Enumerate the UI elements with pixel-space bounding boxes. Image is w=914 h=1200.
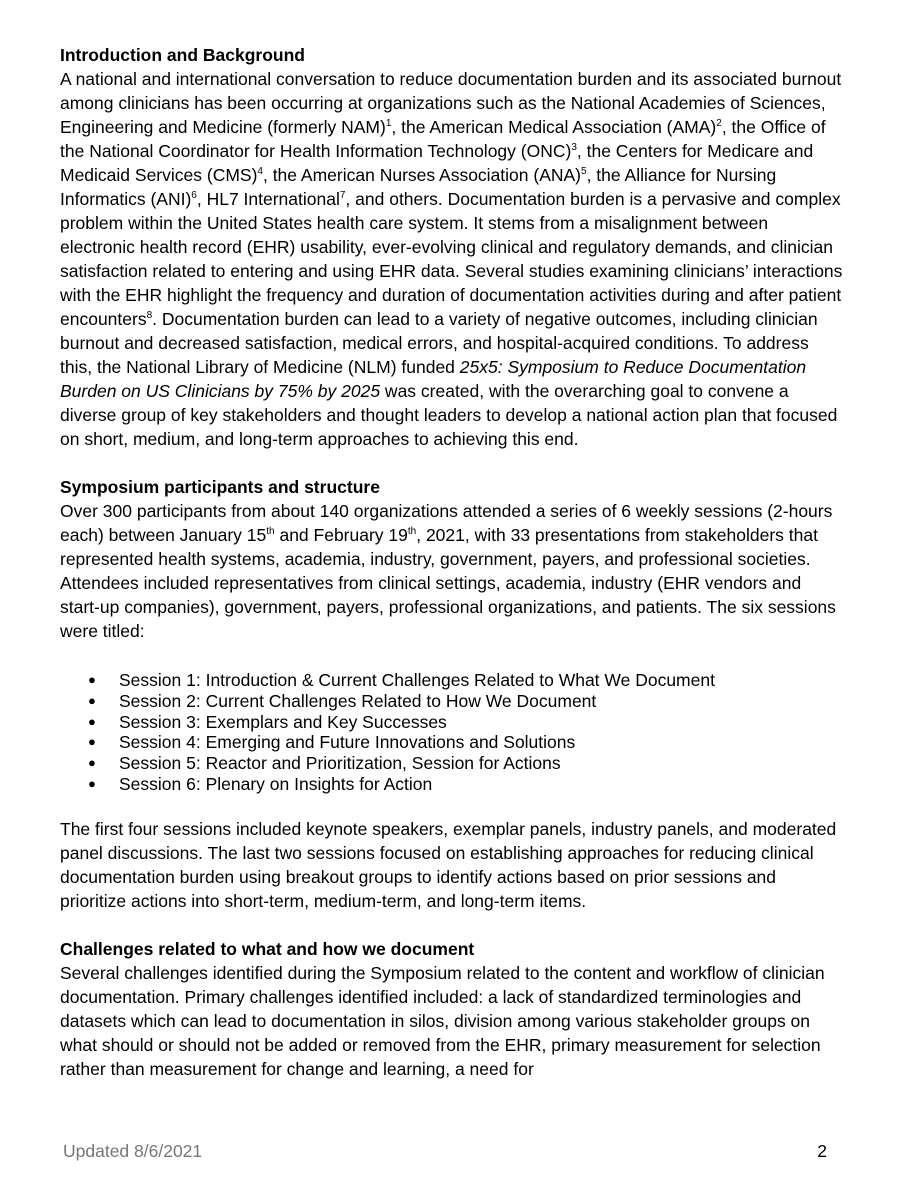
list-item: ● Session 6: Plenary on Insights for Action <box>60 774 845 795</box>
updated-date: Updated 8/6/2021 <box>63 1141 203 1161</box>
page-number: 2 <box>817 1141 827 1161</box>
footnote-ref-4: 4 <box>257 166 263 178</box>
symposium-title: 25x5: Symposium to Reduce Documentation Burden on US Clinicians by 75% by 2025 <box>60 357 807 401</box>
list-item: ● Session 2: Current Challenges Related to How We Document <box>60 691 845 712</box>
footnote-ref-8: 8 <box>146 310 153 322</box>
ordinal-suffix: th <box>266 526 275 538</box>
list-item: ● Session 4: Emerging and Future Innovations and Solutions <box>60 732 845 753</box>
list-item: ● Session 1: Introduction & Current Challenges Related to What We Document <box>60 670 845 691</box>
challenges-paragraph: Several challenges identified during the Symposium related to the content and workflow of clinician documentation. Primary challenges identified included: a lack of standardized terminologies and datasets which can lead to documentation in silos, division among various stakeholder groups on what should or should not be added or removed from the EHR, primary measurement for selection rather than measurement for change and learning, a need for <box>60 962 825 1079</box>
symposium-heading: Symposium participants and structure <box>60 477 380 497</box>
sessions-summary-paragraph: The first four sessions included keynote speakers, exemplar panels, industry panels, and moderated panel discussions. The last two sessions focused on establishing approaches for reducing clinical documentation burden using breakout groups to identify actions based on prior sessions and prioritize actions into short-term, medium-term, and long-term items. <box>60 818 837 911</box>
footnote-ref-2: 2 <box>716 118 722 130</box>
list-item: ● Session 5: Reactor and Prioritization, Session for Actions <box>60 753 845 774</box>
symposium-paragraph: Over 300 participants from about 140 organizations attended a series of 6 weekly sessions (2-hours each) between January 15th and February 19th, 2021, with 33 presentations from stakeholders that represented health systems, academia, industry, government, payers, and professional societies. Attendees included representatives from clinical settings, academia, industry (EHR vendors and start-up companies), government, payers, professional organizations, and patients. The six sessions were titled: <box>60 501 836 641</box>
challenges-heading: Challenges related to what and how we document <box>60 938 475 959</box>
footnote-ref-5: 5 <box>581 166 587 178</box>
page-content <box>60 43 845 1081</box>
footnote-ref-6: 6 <box>191 190 197 202</box>
footnote-ref-7: 7 <box>339 190 346 202</box>
list-item: ● Session 3: Exemplars and Key Successes <box>60 712 845 733</box>
footnote-ref-1: 1 <box>385 118 392 130</box>
intro-heading: Introduction and Background <box>60 45 305 65</box>
footnote-ref-3: 3 <box>571 142 577 154</box>
session-list <box>60 670 845 795</box>
ordinal-suffix: th <box>407 526 417 538</box>
intro-paragraph: A national and international conversation to reduce documentation burden and its associated burnout among clinicians has been occurring at organizations such as the National Academies of Sciences, Engineering and Medicine (formerly NAM)$^1$, the American Medical Association (AMA)$^2$, the Office of the National Coordinator for Health Information Technology (ONC)$^3$, the Centers for Medicare and Medicaid Services (CMS)$^4$, the American Nurses Association (ANA)$^5$, the Alliance for Nursing Informatics (ANI)$^6$, HL7 International$^7$, and others. Documentation burden is a pervasive and complex problem within the United States health care system. It stems from a misalignment between electronic health record (EHR) usability, ever-evolving clinical and regulatory demands, and clinician satisfaction related to entering and using EHR data. Several studies examining clinicians’ interactions with the EHR highlight the frequency and duration of documentation activities during and after patient encounters$^8$. Documentation burden can lead to a variety of negative outcomes, including clinician burnout and decreased satisfaction, medical errors, and hospital-acquired conditions. To address this, the National Library of Medicine (NLM) funded 25x5: Symposium to Reduce Documentation Burden on US Clinicians by 75% by 2025 was created, with the overarching goal to convene a diverse group of key stakeholders and thought leaders to develop a national action plan that focused on short, medium, and long-term approaches to achieving this end. <box>60 69 843 449</box>
